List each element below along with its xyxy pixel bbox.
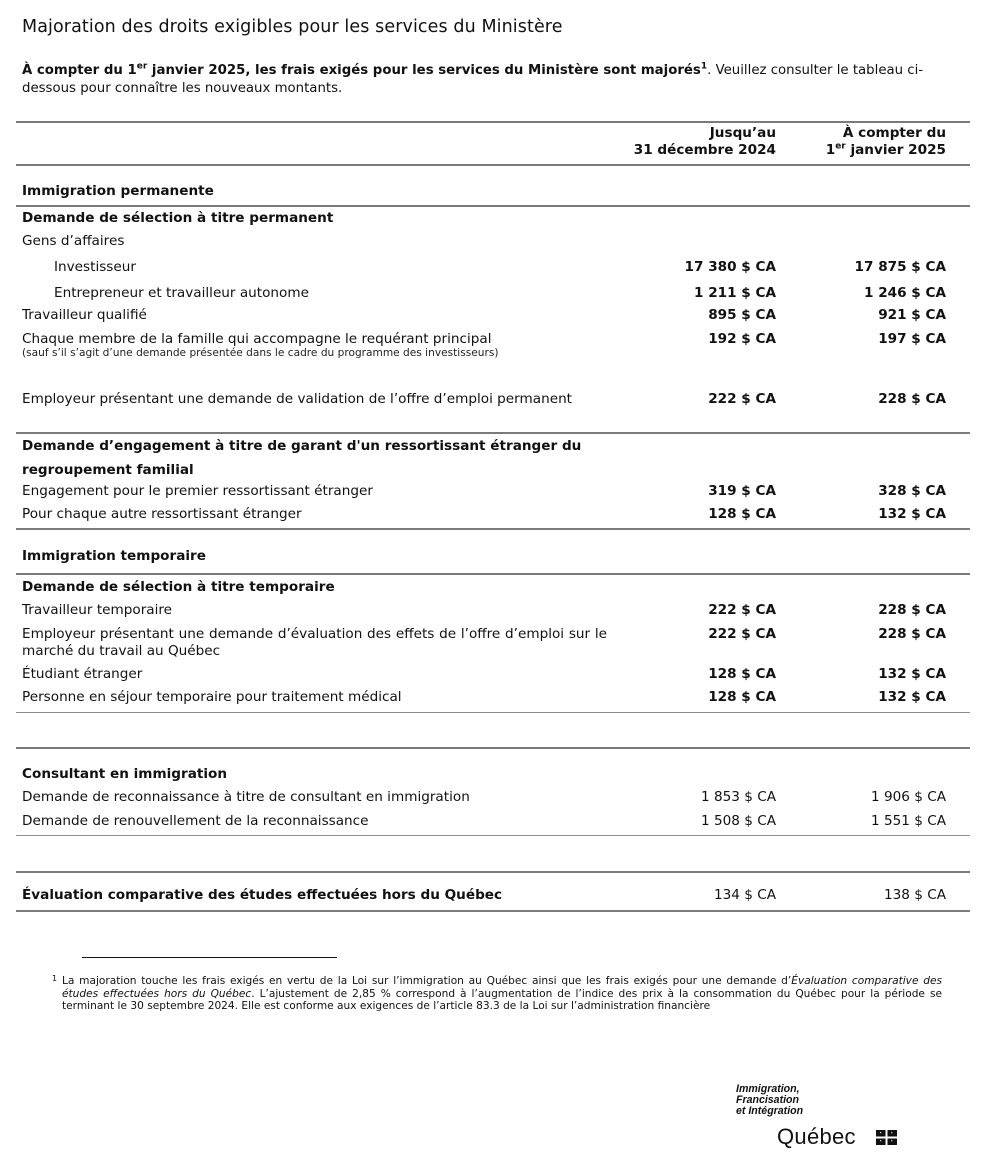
table-rule — [16, 835, 970, 836]
table-rule — [16, 121, 970, 123]
value-2024: 1 211 $ CA — [694, 285, 776, 301]
row-label: Pour chaque autre ressortissant étranger — [22, 506, 302, 522]
row-label: Investisseur — [54, 259, 136, 275]
table-rule — [16, 528, 970, 530]
row-label: Demande de renouvellement de la reconnaissance — [22, 813, 369, 829]
value-2025: 1 551 $ CA — [871, 813, 946, 829]
table-rule — [16, 164, 970, 166]
footnote-separator — [82, 957, 337, 958]
col-header-from-line1: À compter du — [842, 125, 946, 141]
col-header-until-line2: 31 décembre 2024 — [633, 142, 776, 158]
row-label — [22, 331, 607, 359]
value-2025: 228 $ CA — [878, 626, 946, 642]
value-2025: 132 $ CA — [878, 506, 946, 522]
value-2024: 222 $ CA — [708, 391, 776, 407]
section-title: Immigration permanente — [22, 183, 214, 199]
col-header-from — [826, 125, 946, 159]
subsection-title: Demande de sélection à titre temporaire — [22, 579, 335, 595]
footnote-number: 1 — [52, 974, 58, 983]
footnote-ref[interactable]: 1 — [700, 61, 708, 72]
value-2025: 17 875 $ CA — [854, 259, 946, 275]
intro-bold-start: À compter du 1 — [22, 63, 137, 78]
row-note: (sauf s’il s’agit d’une demande présentée dans le cadre du programme des investisseurs) — [22, 347, 499, 359]
footnote-text — [52, 975, 942, 1013]
row-label: Employeur présentant une demande de validation de l’offre d’emploi permanent — [22, 391, 573, 407]
row-label: Étudiant étranger — [22, 666, 143, 682]
col2-pre: 1 — [825, 142, 836, 158]
value-2024: 222 $ CA — [708, 602, 776, 618]
table-rule — [16, 573, 970, 575]
footnote-text-b: . L’ajustement de 2,85 % correspond à l’augmentation de l’indice des prix à la consommation du Québec pour la période se terminant le 30 septembre 2024. Elle est conforme aux exigences de l’article 83.3 de la Loi sur l’administration financière — [62, 987, 942, 1012]
footnote-text-a: La majoration touche les frais exigés en vertu de la Loi sur l’immigration au Québec ainsi que les frais exigés pour une demande d’ — [62, 975, 792, 987]
section-title: Immigration temporaire — [22, 548, 206, 564]
value-2024: 192 $ CA — [708, 331, 776, 347]
col2-post: janvier 2025 — [845, 142, 946, 158]
group-label: Gens d’affaires — [22, 233, 125, 249]
value-2024: 128 $ CA — [708, 506, 776, 522]
value-2025: 132 $ CA — [878, 689, 946, 705]
col-header-until-line1: Jusqu’au — [709, 125, 776, 141]
quebec-flag-icon — [876, 1130, 897, 1145]
quebec-wordmark: Québec — [777, 1124, 856, 1149]
row-label-main: Chaque membre de la famille qui accompagne le requérant principal — [22, 331, 492, 347]
value-2025: 1 246 $ CA — [864, 285, 946, 301]
value-2025: 921 $ CA — [878, 307, 946, 323]
value-2024: 319 $ CA — [708, 483, 776, 499]
intro-bold-rest: janvier 2025, les frais exigés pour les services du Ministère sont majorés — [147, 63, 701, 78]
value-2025: 132 $ CA — [878, 666, 946, 682]
footnote-text-italic: Évaluation comparative des études effectuées hors du Québec — [62, 975, 942, 1000]
col2-sup: er — [835, 141, 846, 152]
value-2024: 1 853 $ CA — [701, 789, 776, 805]
row-label: Travailleur temporaire — [22, 602, 173, 618]
intro-paragraph — [22, 62, 962, 98]
col-header-from-line2 — [826, 142, 946, 159]
row-label: Entrepreneur et travailleur autonome — [54, 285, 309, 301]
value-2025: 197 $ CA — [878, 331, 946, 347]
section-title: Consultant en immigration — [22, 766, 228, 782]
table-rule — [16, 712, 970, 713]
quebec-logo — [736, 1083, 936, 1149]
value-2024: 128 $ CA — [708, 689, 776, 705]
intro-normal: . Veuillez consulter le tableau ci-dessous pour connaître les nouveaux montants. — [22, 63, 924, 96]
ministry-name: Immigration, Francisation et Intégration — [736, 1083, 804, 1117]
page-title: Majoration des droits exigibles pour les services du Ministère — [22, 17, 563, 37]
table-rule — [16, 205, 970, 207]
value-2024: 17 380 $ CA — [684, 259, 776, 275]
value-2025: 228 $ CA — [878, 391, 946, 407]
col-header-until — [634, 125, 776, 159]
table-rule — [16, 910, 970, 912]
row-label: Demande de reconnaissance à titre de consultant en immigration — [22, 789, 470, 805]
intro-bold — [22, 63, 707, 78]
value-2025: 1 906 $ CA — [871, 789, 946, 805]
subsection-title: Demande de sélection à titre permanent — [22, 210, 334, 226]
table-rule — [16, 871, 970, 873]
table-rule — [16, 747, 970, 749]
row-label: Travailleur qualifié — [22, 307, 147, 323]
value-2025: 328 $ CA — [878, 483, 946, 499]
row-label: Personne en séjour temporaire pour traitement médical — [22, 689, 402, 705]
value-2025: 228 $ CA — [878, 602, 946, 618]
value-2024: 222 $ CA — [708, 626, 776, 642]
value-2024: 128 $ CA — [708, 666, 776, 682]
footnote — [52, 975, 942, 1013]
row-label: Évaluation comparative des études effectuées hors du Québec — [22, 887, 503, 903]
value-2024: 1 508 $ CA — [701, 813, 776, 829]
intro-sup: er — [136, 61, 148, 72]
subsection-title: Demande d’engagement à titre de garant d'un ressortissant étranger du regroupement familial — [22, 438, 582, 478]
row-label: Employeur présentant une demande d’évaluation des effets de l’offre d’emploi sur le marché du travail au Québec — [22, 626, 607, 659]
value-2024: 134 $ CA — [713, 887, 776, 903]
value-2024: 895 $ CA — [708, 307, 776, 323]
row-label: Engagement pour le premier ressortissant étranger — [22, 483, 373, 499]
value-2025: 138 $ CA — [883, 887, 946, 903]
